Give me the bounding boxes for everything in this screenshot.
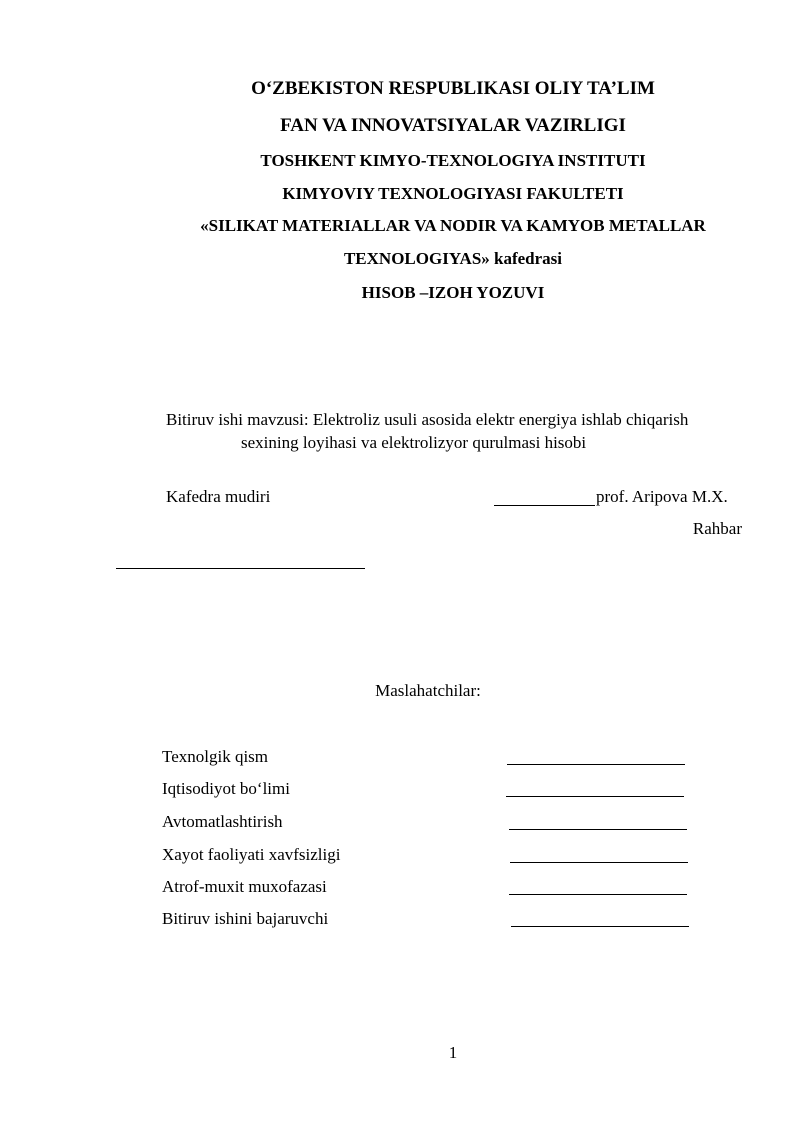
head-of-department-name: prof. Aripova M.X. <box>596 487 728 506</box>
institute-name: TOSHKENT KIMYO-TEXNOLOGIYA INSTITUTI <box>260 151 646 170</box>
consultant-signature-line-economics <box>506 796 684 797</box>
page-number: 1 <box>448 1043 458 1062</box>
head-of-department-label: Kafedra mudiri <box>166 487 271 506</box>
supervisor-signature-line <box>116 568 365 569</box>
consultant-label-life-safety: Xayot faoliyati xavfsizligi <box>162 845 341 864</box>
thesis-topic-line2: sexining loyihasi va elektrolizyor qurulmasi hisobi <box>241 433 587 452</box>
ministry-title-line2: FAN VA INNOVATSIYALAR VAZIRLIGI <box>280 115 626 136</box>
document-type-title: HISOB –IZOH YOZUVI <box>361 283 545 302</box>
supervisor-label: Rahbar <box>692 519 742 538</box>
consultant-label-automation: Avtomatlashtirish <box>162 812 283 831</box>
consultant-label-technology: Texnolgik qism <box>162 747 269 766</box>
consultant-signature-line-technology <box>507 764 685 765</box>
faculty-name: KIMYOVIY TEXNOLOGIYASI FAKULTETI <box>282 184 624 203</box>
thesis-topic-line1: Bitiruv ishi mavzusi: Elektroliz usuli asosida elektr energiya ishlab chiqarish <box>166 410 689 429</box>
consultant-signature-line-environment <box>509 894 687 895</box>
head-signature-line <box>494 505 595 506</box>
consultant-label-economics: Iqtisodiyot bo‘limi <box>162 779 290 798</box>
performer-signature-line <box>511 926 689 927</box>
ministry-title-line1: O‘ZBEKISTON RESPUBLIKASI OLIY TA’LIM <box>251 78 655 99</box>
department-name-line2: TEXNOLOGIYAS» kafedrasi <box>343 249 563 268</box>
consultant-label-environment: Atrof-muxit muxofazasi <box>162 877 327 896</box>
consultant-label-performer: Bitiruv ishini bajaruvchi <box>162 909 329 928</box>
consultant-signature-line-automation <box>509 829 687 830</box>
consultants-title: Maslahatchilar: <box>375 681 481 700</box>
department-name-line1: «SILIKAT MATERIALLAR VA NODIR VA KAMYOB METALLAR <box>200 216 706 235</box>
consultant-signature-line-life-safety <box>510 862 688 863</box>
